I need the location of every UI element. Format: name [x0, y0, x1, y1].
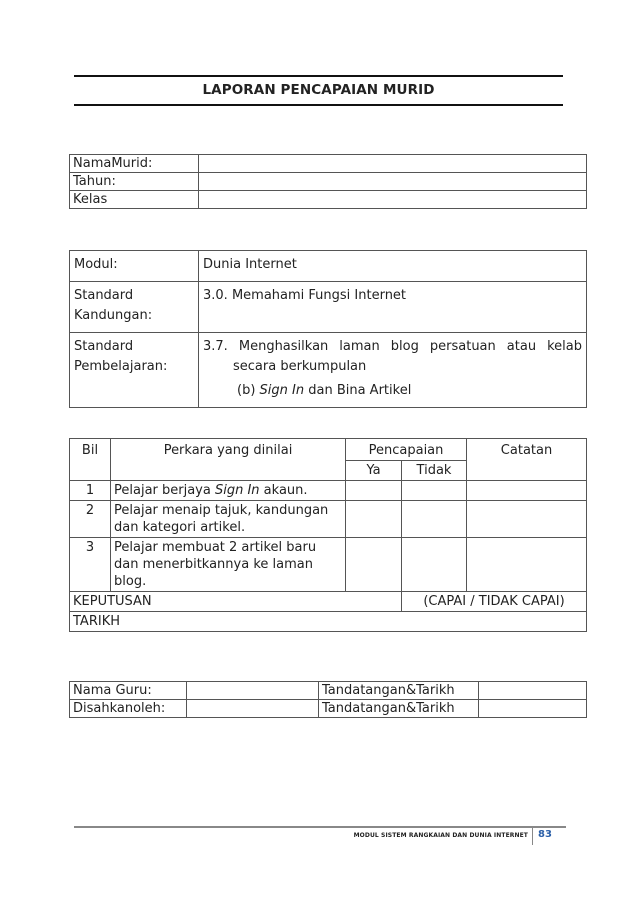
learning-standard-label [70, 333, 199, 408]
student-class-label: Kelas [70, 191, 199, 209]
content-standard-label-line2: Kandungan: [74, 308, 153, 323]
assessment-header-row [70, 439, 587, 461]
module-label: Modul: [70, 251, 199, 282]
signoff-table [69, 681, 587, 718]
verifier-signature-label: Tandatangan&Tarikh [319, 700, 479, 718]
footer-module-name: MODUL SISTEM RANGKAIAN DAN DUNIA INTERNET [353, 832, 528, 839]
teacher-signature-field[interactable] [479, 682, 587, 700]
learning-standard-subitem [203, 381, 582, 401]
row-item-text-end: akaun. [259, 483, 308, 498]
learning-standard-label-line1: Standard [74, 339, 134, 354]
student-class-row [70, 191, 587, 209]
verifier-signature-field[interactable] [479, 700, 587, 718]
footer-divider [532, 826, 533, 845]
verifier-label: Disahkanoleh: [70, 700, 187, 718]
subitem-suffix: dan Bina Artikel [304, 383, 412, 398]
row-yes-cell[interactable] [346, 501, 402, 538]
content-standard-label [70, 282, 199, 333]
student-class-field[interactable] [199, 191, 587, 209]
student-year-row [70, 173, 587, 191]
module-row [70, 251, 587, 282]
date-label[interactable]: TARIKH [70, 612, 587, 632]
teacher-signature-label: Tandatangan&Tarikh [319, 682, 479, 700]
header-yes: Ya [346, 461, 402, 481]
table-row [70, 481, 587, 501]
row-number: 1 [70, 481, 111, 501]
subitem-italic: Sign In [259, 383, 305, 398]
verifier-row [70, 700, 587, 718]
student-year-field[interactable] [199, 173, 587, 191]
page-number: 83 [538, 829, 552, 840]
row-yes-cell[interactable] [346, 481, 402, 501]
student-name-label: NamaMurid: [70, 155, 199, 173]
title-rule-bottom [74, 104, 563, 106]
row-no-cell[interactable] [402, 481, 467, 501]
content-standard-value: 3.0. Memahami Fungsi Internet [199, 282, 587, 333]
learning-standard-text [203, 337, 582, 377]
subitem-prefix: (b) [237, 383, 260, 398]
row-item [111, 481, 346, 501]
date-row [70, 612, 587, 632]
decision-label: KEPUTUSAN [70, 592, 402, 612]
row-item-text: Pelajar berjaya [114, 483, 215, 498]
student-name-row [70, 155, 587, 173]
row-item-italic: Sign In [214, 483, 260, 498]
content-standard-row [70, 282, 587, 333]
learning-standard-value [199, 333, 587, 408]
decision-row [70, 592, 587, 612]
student-year-label: Tahun: [70, 173, 199, 191]
row-yes-cell[interactable] [346, 538, 402, 592]
learning-standard-row [70, 333, 587, 408]
module-info-table [69, 250, 587, 408]
teacher-name-field[interactable] [187, 682, 319, 700]
row-item: Pelajar menaip tajuk, kandungan dan kategori artikel. [111, 501, 346, 538]
row-notes-cell[interactable] [467, 481, 587, 501]
learning-standard-number: 3.7. [203, 339, 228, 354]
header-bil: Bil [70, 439, 111, 481]
student-name-field[interactable] [199, 155, 587, 173]
footer-rule [74, 826, 566, 828]
title-rule-top [74, 75, 563, 77]
decision-value[interactable]: (CAPAI / TIDAK CAPAI) [402, 592, 587, 612]
header-achievement: Pencapaian [346, 439, 467, 461]
header-no: Tidak [402, 461, 467, 481]
teacher-row [70, 682, 587, 700]
module-value: Dunia Internet [199, 251, 587, 282]
teacher-label: Nama Guru: [70, 682, 187, 700]
learning-standard-label-line2: Pembelajaran: [74, 359, 168, 374]
verifier-name-field[interactable] [187, 700, 319, 718]
row-number: 2 [70, 501, 111, 538]
assessment-table [69, 438, 587, 632]
table-row [70, 538, 587, 592]
row-number: 3 [70, 538, 111, 592]
row-notes-cell[interactable] [467, 501, 587, 538]
row-item: Pelajar membuat 2 artikel baru dan menerbitkannya ke laman blog. [111, 538, 346, 592]
row-no-cell[interactable] [402, 501, 467, 538]
page-title: LAPORAN PENCAPAIAN MURID [202, 82, 435, 98]
table-row [70, 501, 587, 538]
learning-standard-description: Menghasilkan laman blog persatuan atau kelab secara berkumpulan [233, 339, 582, 374]
row-no-cell[interactable] [402, 538, 467, 592]
student-info-table [69, 154, 587, 209]
header-item: Perkara yang dinilai [111, 439, 346, 481]
header-notes: Catatan [467, 439, 587, 481]
row-notes-cell[interactable] [467, 538, 587, 592]
content-standard-label-line1: Standard [74, 288, 134, 303]
